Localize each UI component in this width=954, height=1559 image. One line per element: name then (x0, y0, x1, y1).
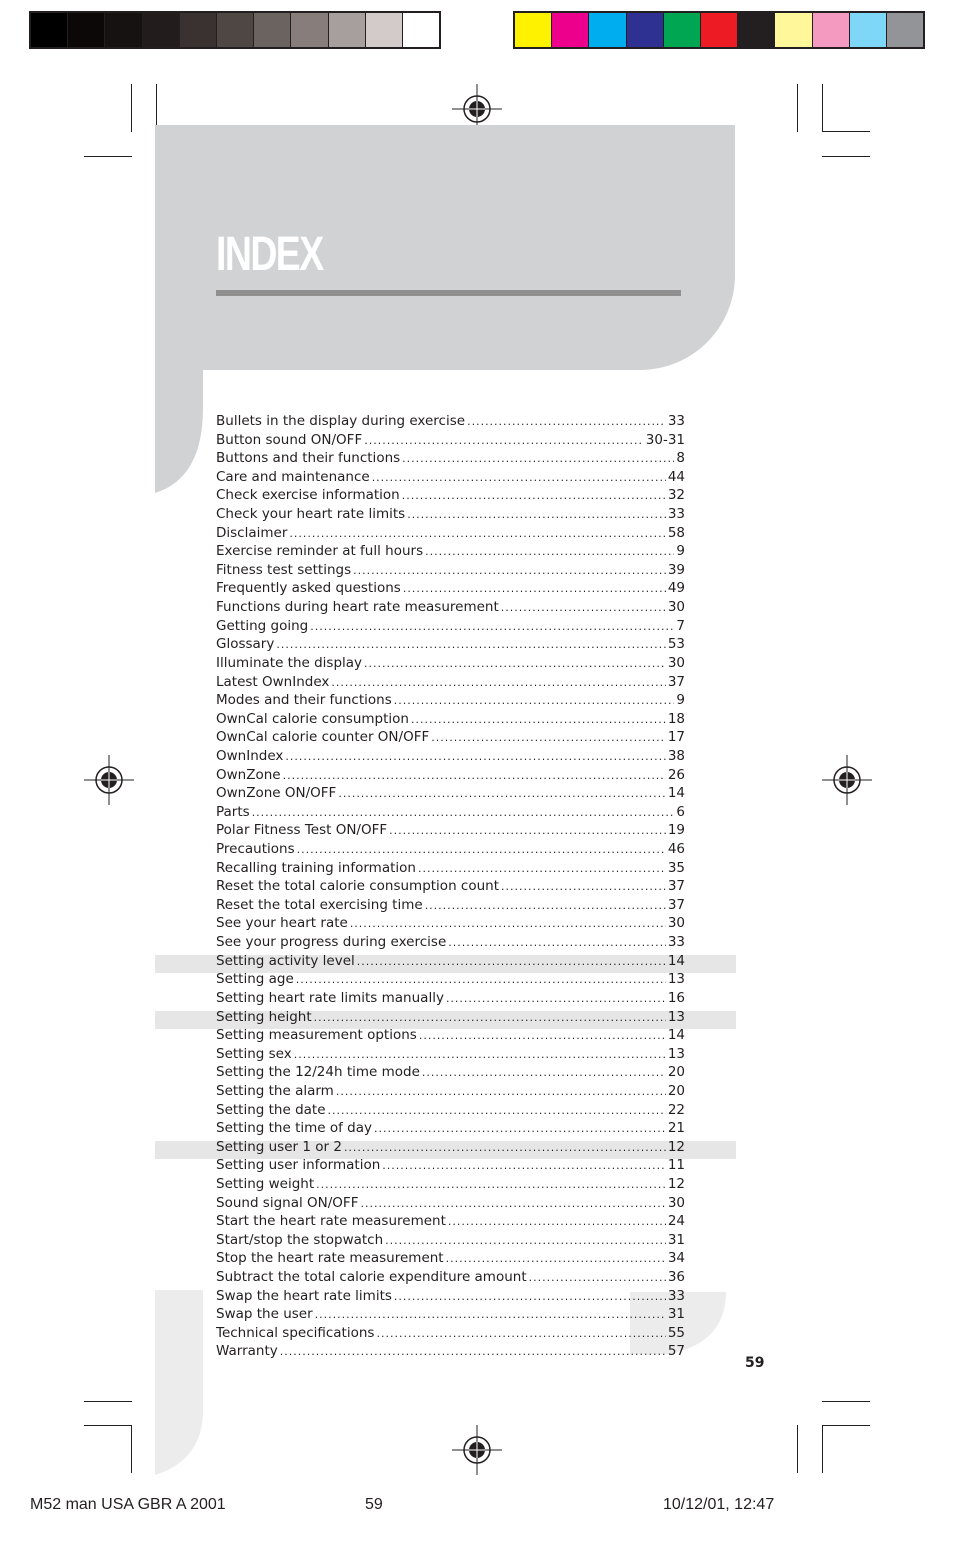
index-entry (216, 617, 685, 636)
index-entry-page: 8 (676, 450, 685, 467)
dot-leader (467, 413, 666, 431)
index-entry-label: Setting height (216, 1008, 312, 1025)
index-entry-page: 58 (667, 524, 685, 541)
index-entry-page: 7 (676, 617, 685, 634)
crop-mark (84, 1425, 132, 1426)
index-entry-label: Setting user information (216, 1157, 381, 1174)
color-swatch (68, 13, 105, 47)
registration-mark-icon (84, 755, 134, 805)
dot-leader (285, 748, 665, 766)
index-entry-label: Setting the alarm (216, 1082, 334, 1099)
index-entry (216, 1305, 685, 1324)
index-entry-label: Polar Fitness Test ON/OFF (216, 822, 388, 839)
dot-leader (376, 1325, 665, 1343)
index-entry (216, 635, 685, 654)
index-entry-page: 35 (667, 859, 685, 876)
index-entry-page: 55 (667, 1324, 685, 1341)
dot-leader (331, 674, 665, 692)
index-entry-page: 12 (667, 1138, 685, 1155)
index-entry-page: 9 (676, 543, 685, 560)
registration-mark-icon (452, 1425, 502, 1475)
dot-leader (276, 636, 665, 654)
index-entry (216, 821, 685, 840)
dot-leader (402, 450, 674, 468)
index-entry-label: Setting heart rate limits manually (216, 989, 444, 1006)
index-entry (216, 1119, 685, 1138)
dot-leader (338, 785, 665, 803)
dot-leader (501, 878, 666, 896)
index-entry (216, 1101, 685, 1120)
color-swatch (403, 13, 439, 47)
dot-leader (289, 525, 665, 543)
index-entry-page: 33 (667, 934, 685, 951)
grayscale-calibration-bar (29, 11, 441, 49)
index-entry (216, 561, 685, 580)
dot-leader (501, 599, 666, 617)
index-entry-label: Setting sex (216, 1045, 292, 1062)
crop-mark (822, 131, 870, 132)
index-entry-page: 18 (667, 710, 685, 727)
dot-leader (448, 934, 666, 952)
color-swatch (291, 13, 328, 47)
dot-leader (360, 1195, 665, 1213)
color-swatch (366, 13, 403, 47)
index-entry (216, 598, 685, 617)
color-swatch (627, 13, 664, 47)
index-entry (216, 1268, 685, 1287)
index-entry-label: Check your heart rate limits (216, 506, 406, 523)
index-entry (216, 840, 685, 859)
dot-leader (296, 971, 666, 989)
color-swatch (813, 13, 850, 47)
index-entry (216, 747, 685, 766)
color-swatch (31, 13, 68, 47)
index-entry-label: Exercise reminder at full hours (216, 543, 424, 560)
index-entry-label: Subtract the total calorie expenditure amount (216, 1269, 527, 1286)
dot-leader (297, 841, 666, 859)
dot-leader (529, 1269, 666, 1287)
index-entry-label: Fitness test settings (216, 561, 352, 578)
index-entry (216, 1231, 685, 1250)
color-swatch (217, 13, 254, 47)
index-entry (216, 579, 685, 598)
index-entry-label: Check exercise information (216, 487, 400, 504)
index-entry (216, 989, 685, 1008)
footer-decoration (155, 1290, 203, 1475)
color-swatch (738, 13, 775, 47)
index-entry (216, 1008, 685, 1027)
dot-leader (252, 804, 675, 822)
crop-mark (797, 1425, 798, 1473)
index-entry-label: OwnCal calorie consumption (216, 710, 409, 727)
index-entry-label: Glossary (216, 636, 275, 653)
index-entry (216, 1175, 685, 1194)
index-entry (216, 654, 685, 673)
index-entry-page: 49 (667, 580, 685, 597)
crop-mark (822, 1425, 870, 1426)
index-entry-page: 6 (676, 803, 685, 820)
index-entry (216, 542, 685, 561)
index-entry (216, 1156, 685, 1175)
index-entry-label: Precautions (216, 841, 295, 858)
dot-leader (283, 767, 666, 785)
dot-leader (418, 860, 666, 878)
index-entry-page: 19 (667, 822, 685, 839)
index-entry (216, 412, 685, 431)
index-entry-page: 12 (667, 1175, 685, 1192)
color-swatch (515, 13, 552, 47)
index-entry (216, 1063, 685, 1082)
index-entry-label: Illuminate the display (216, 654, 363, 671)
color-swatch (664, 13, 701, 47)
footer-timestamp: 10/12/01, 12:47 (663, 1496, 775, 1513)
index-entry-page: 16 (667, 989, 685, 1006)
index-entry-label: Parts (216, 803, 250, 820)
page-number: 59 (745, 1355, 765, 1371)
index-entry-label: Care and maintenance (216, 468, 370, 485)
index-entry-label: Setting activity level (216, 952, 355, 969)
index-entry-page: 14 (667, 952, 685, 969)
dot-leader (419, 1027, 666, 1045)
index-entry (216, 1249, 685, 1268)
index-entry (216, 896, 685, 915)
index-entry-label: Warranty (216, 1343, 278, 1360)
index-entry (216, 1138, 685, 1157)
index-entry-page: 30 (667, 1194, 685, 1211)
dot-leader (394, 1288, 666, 1306)
dot-leader (382, 1157, 666, 1175)
index-entry-label: OwnZone (216, 766, 281, 783)
index-entry (216, 1194, 685, 1213)
index-entry-label: Setting user 1 or 2 (216, 1138, 342, 1155)
dot-leader (431, 729, 666, 747)
dot-leader (315, 1306, 666, 1324)
color-swatch (701, 13, 738, 47)
crop-mark (84, 1401, 132, 1402)
index-entry-page: 38 (667, 747, 685, 764)
index-entry-label: Setting measurement options (216, 1027, 417, 1044)
dot-leader (411, 711, 666, 729)
dot-leader (314, 1009, 666, 1027)
dot-leader (328, 1102, 666, 1120)
index-entry (216, 710, 685, 729)
index-entry-page: 30 (667, 654, 685, 671)
dot-leader (294, 1046, 666, 1064)
index-entry-label: Setting the time of day (216, 1120, 373, 1137)
crop-mark (84, 156, 132, 157)
index-entry (216, 431, 685, 450)
index-entry-label: OwnIndex (216, 747, 284, 764)
dot-leader (425, 897, 666, 915)
index-entry-page: 17 (667, 729, 685, 746)
index-entry-label: See your heart rate (216, 915, 348, 932)
dot-leader (448, 1213, 666, 1231)
index-entry-label: Disclaimer (216, 524, 288, 541)
index-entry-page: 13 (667, 1045, 685, 1062)
index-entry-label: See your progress during exercise (216, 934, 447, 951)
dot-leader (422, 1064, 666, 1082)
dot-leader (425, 543, 674, 561)
index-entry-page: 9 (676, 692, 685, 709)
index-entry-page: 14 (667, 1027, 685, 1044)
index-entry-label: Reset the total exercising time (216, 896, 423, 913)
index-entry-page: 20 (667, 1082, 685, 1099)
color-swatch (143, 13, 180, 47)
index-entry-label: Latest OwnIndex (216, 673, 330, 690)
index-entry-page: 44 (667, 468, 685, 485)
dot-leader (364, 432, 644, 450)
footer-page: 59 (365, 1496, 383, 1513)
index-entry (216, 1212, 685, 1231)
index-entry-page: 22 (667, 1101, 685, 1118)
index-entry-page: 14 (667, 785, 685, 802)
index-entry (216, 766, 685, 785)
index-entry-page: 33 (667, 1287, 685, 1304)
index-entry-page: 31 (667, 1231, 685, 1248)
dot-leader (403, 580, 666, 598)
index-entry-label: Setting the date (216, 1101, 326, 1118)
footer-document-name: M52 man USA GBR A 2001 (30, 1496, 226, 1513)
dot-leader (394, 692, 675, 710)
index-entry (216, 859, 685, 878)
crop-mark (131, 84, 132, 132)
color-swatch (180, 13, 217, 47)
process-color-calibration-bar (513, 11, 925, 49)
index-entry-label: Button sound ON/OFF (216, 431, 363, 448)
index-entry (216, 1287, 685, 1306)
dot-leader (389, 822, 666, 840)
index-entry (216, 505, 685, 524)
dot-leader (280, 1343, 666, 1361)
crop-mark (131, 1425, 132, 1473)
index-entry (216, 728, 685, 747)
index-entry-label: Bullets in the display during exercise (216, 413, 466, 429)
dot-leader (402, 487, 666, 505)
index-entry-page: 37 (667, 896, 685, 913)
index-entry-page: 26 (667, 766, 685, 783)
color-swatch (329, 13, 366, 47)
index-entry (216, 952, 685, 971)
index-entry-list (216, 412, 685, 1361)
index-entry-page: 39 (667, 561, 685, 578)
index-entry-label: Setting the 12/24h time mode (216, 1064, 420, 1081)
registration-mark-icon (822, 755, 872, 805)
index-entry (216, 449, 685, 468)
index-entry (216, 468, 685, 487)
index-entry (216, 933, 685, 952)
index-entry-label: Frequently asked questions (216, 580, 401, 597)
dot-leader (344, 1139, 666, 1157)
index-entry-page: 33 (667, 413, 685, 429)
index-entry (216, 1342, 685, 1361)
index-entry-label: Swap the heart rate limits (216, 1287, 392, 1304)
index-entry-page: 36 (667, 1269, 685, 1286)
index-entry-label: Setting age (216, 971, 294, 988)
color-swatch (552, 13, 589, 47)
index-entry-label: Getting going (216, 617, 309, 634)
dot-leader (385, 1232, 666, 1250)
dot-leader (364, 655, 666, 673)
index-entry-label: Setting weight (216, 1175, 315, 1192)
index-entry-label: Start/stop the stopwatch (216, 1231, 384, 1248)
index-entry (216, 524, 685, 543)
index-entry-page: 57 (667, 1343, 685, 1360)
index-entry (216, 803, 685, 822)
color-swatch (589, 13, 626, 47)
index-entry (216, 673, 685, 692)
header-panel-tail (155, 368, 203, 493)
dot-leader (374, 1120, 666, 1138)
page-title: INDEX (216, 228, 323, 281)
index-entry (216, 877, 685, 896)
index-entry-label: Buttons and their functions (216, 450, 401, 467)
index-entry-label: Modes and their functions (216, 692, 392, 709)
index-entry-label: Functions during heart rate measurement (216, 599, 499, 616)
index-entry-page: 46 (667, 841, 685, 858)
color-swatch (887, 13, 923, 47)
index-entry-page: 53 (667, 636, 685, 653)
index-entry-label: Recalling training information (216, 859, 416, 876)
dot-leader (350, 915, 666, 933)
index-entry-page: 24 (667, 1213, 685, 1230)
index-entry-label: Stop the heart rate measurement (216, 1250, 444, 1267)
index-entry-label: Swap the user (216, 1306, 313, 1323)
color-swatch (254, 13, 291, 47)
index-entry (216, 784, 685, 803)
crop-mark (797, 84, 798, 132)
index-entry (216, 486, 685, 505)
index-entry (216, 1026, 685, 1045)
index-entry-label: Start the heart rate measurement (216, 1213, 446, 1230)
crop-mark (822, 1425, 823, 1473)
index-entry-label: OwnZone ON/OFF (216, 785, 337, 802)
index-entry-page: 37 (667, 878, 685, 895)
index-entry (216, 1045, 685, 1064)
crop-mark (822, 84, 823, 132)
index-entry-page: 31 (667, 1306, 685, 1323)
index-entry-label: Reset the total calorie consumption count (216, 878, 499, 895)
index-entry-page: 32 (667, 487, 685, 504)
index-entry-page: 30-31 (645, 431, 685, 448)
index-entry (216, 1082, 685, 1101)
index-entry-page: 13 (667, 971, 685, 988)
index-entry-label: OwnCal calorie counter ON/OFF (216, 729, 430, 746)
color-swatch (850, 13, 887, 47)
index-entry-page: 11 (667, 1157, 685, 1174)
dot-leader (336, 1083, 666, 1101)
index-entry-page: 33 (667, 506, 685, 523)
color-swatch (105, 13, 142, 47)
index-entry (216, 1324, 685, 1343)
title-divider (216, 290, 681, 296)
dot-leader (407, 506, 666, 524)
index-entry (216, 970, 685, 989)
dot-leader (357, 953, 666, 971)
index-entry-page: 37 (667, 673, 685, 690)
index-entry (216, 914, 685, 933)
dot-leader (372, 469, 666, 487)
crop-mark (822, 1401, 870, 1402)
index-entry-page: 34 (667, 1250, 685, 1267)
dot-leader (446, 1250, 666, 1268)
index-entry-label: Technical specifications (216, 1324, 375, 1341)
dot-leader (310, 618, 674, 636)
crop-mark (822, 156, 870, 157)
index-entry-page: 21 (667, 1120, 685, 1137)
color-swatch (775, 13, 812, 47)
dot-leader (353, 562, 666, 580)
index-entry-page: 13 (667, 1008, 685, 1025)
index-entry-page: 20 (667, 1064, 685, 1081)
index-entry-page: 30 (667, 599, 685, 616)
dot-leader (446, 990, 666, 1008)
dot-leader (316, 1176, 666, 1194)
index-entry-page: 30 (667, 915, 685, 932)
index-entry (216, 691, 685, 710)
index-entry-label: Sound signal ON/OFF (216, 1194, 359, 1211)
